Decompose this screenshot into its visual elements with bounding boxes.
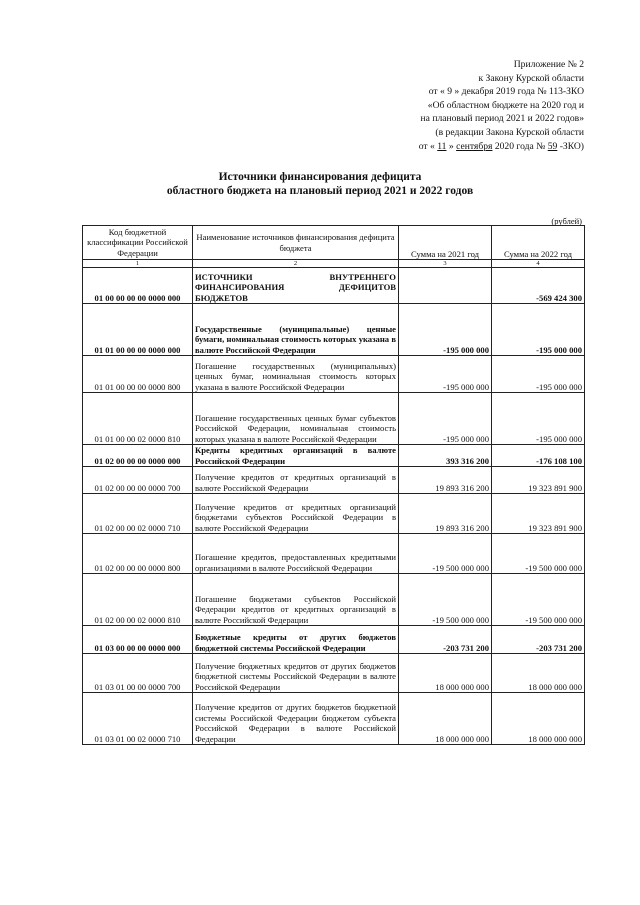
- row-sum-2021: -19 500 000 000: [399, 574, 492, 626]
- annex-line: Приложение № 2: [513, 59, 584, 70]
- row-sum-2022: -19 500 000 000: [492, 534, 585, 574]
- row-sum-2022: 19 323 891 900: [492, 494, 585, 534]
- row-name: ИСТОЧНИКИ ВНУТРЕННЕГО ФИНАНСИРОВАНИЯ ДЕФИЦИТОВ БЮДЖЕТОВ: [193, 268, 399, 304]
- row-code: 01 03 00 00 00 0000 000: [83, 626, 193, 654]
- annex-line: (в редакции Закона Курской области: [435, 126, 584, 138]
- row-code: 01 02 00 00 00 0000 800: [83, 534, 193, 574]
- edition-mid2: 2020 года №: [492, 140, 548, 152]
- row-sum-2022: -203 731 200: [492, 626, 585, 654]
- row-code: 01 02 00 00 02 0000 710: [83, 494, 193, 534]
- table-row: [83, 693, 585, 745]
- row-code: 01 01 00 00 00 0000 000: [83, 304, 193, 356]
- col-header-code: Код бюджетной классификации Российской Федерации: [83, 226, 193, 260]
- row-sum-2021: -19 500 000 000: [399, 534, 492, 574]
- table-row: [83, 304, 585, 356]
- row-sum-2021: 18 000 000 000: [399, 693, 492, 745]
- col-header-2021: Сумма на 2021 год: [399, 226, 492, 260]
- row-name: Погашение кредитов, предоставленных кредитными организациями в валюте Российской Федерации: [193, 534, 399, 574]
- row-sum-2022: -19 500 000 000: [492, 574, 585, 626]
- row-name: Получение кредитов от кредитных организаций бюджетами субъектов Российской Федерации в валюте Российской Федерации: [193, 494, 399, 534]
- annex-line: от « 9 » декабря 2019 года № 113-ЗКО: [428, 86, 584, 98]
- row-sum-2022: -195 000 000: [492, 356, 585, 393]
- col-index: 1: [83, 260, 193, 268]
- row-sum-2021: -195 000 000: [399, 393, 492, 445]
- col-index: 2: [193, 260, 399, 268]
- row-code: 01 01 00 00 00 0000 800: [83, 356, 193, 393]
- row-code: 01 02 00 00 02 0000 810: [83, 574, 193, 626]
- row-sum-2021: -195 000 000: [399, 356, 492, 393]
- row-sum-2021: 19 893 316 200: [399, 494, 492, 534]
- row-name: Получение бюджетных кредитов от других бюджетов бюджетной системы Российской Федерации в валюте Российской Федерации: [193, 654, 399, 693]
- row-code: 01 00 00 00 00 0000 000: [83, 268, 193, 304]
- table-row: [83, 445, 585, 467]
- edition-line: [369, 140, 584, 154]
- unit-label: (рублей): [551, 216, 582, 226]
- row-sum-2021: -203 731 200: [399, 626, 492, 654]
- row-name: Погашение бюджетами субъектов Российской Федерации кредитов от кредитных организаций в валюте Российской Федерации: [193, 574, 399, 626]
- row-code: 01 03 01 00 00 0000 700: [83, 654, 193, 693]
- table-row: [83, 268, 585, 304]
- row-sum-2022: 19 323 891 900: [492, 467, 585, 494]
- table-row: [83, 393, 585, 445]
- table-row: [83, 467, 585, 494]
- annex-line: к Закону Курской области: [478, 72, 584, 84]
- annex-block: [369, 58, 584, 153]
- row-code: 01 02 00 00 00 0000 000: [83, 445, 193, 467]
- col-index: 4: [492, 260, 585, 268]
- row-sum-2022: -176 108 100: [492, 445, 585, 467]
- row-sum-2022: -195 000 000: [492, 393, 585, 445]
- row-name: Получение кредитов от других бюджетов бюджетной системы Российской Федерации бюджетом субъекта Российской Федерации в валюте Российской Федерации: [193, 693, 399, 745]
- row-name: Получение кредитов от кредитных организаций в валюте Российской Федерации: [193, 467, 399, 494]
- edition-month: сентября: [456, 140, 493, 152]
- document-title: [0, 170, 640, 198]
- edition-day: 11: [437, 140, 447, 152]
- edition-prefix: от «: [418, 140, 438, 152]
- row-sum-2021: [399, 268, 492, 304]
- sources-table: [82, 225, 585, 745]
- row-name: Кредиты кредитных организаций в валюте Российской Федерации: [193, 445, 399, 467]
- row-name: Погашение государственных (муниципальных) ценных бумаг, номинальная стоимость которых указана в валюте Российской Федерации: [193, 356, 399, 393]
- row-code: 01 03 01 00 02 0000 710: [83, 693, 193, 745]
- header-row: [83, 226, 585, 260]
- col-header-name: Наименование источников финансирования дефицита бюджета: [193, 226, 399, 260]
- index-row: [83, 260, 585, 268]
- row-code: 01 01 00 00 02 0000 810: [83, 393, 193, 445]
- edition-mid: »: [446, 140, 457, 152]
- row-sum-2022: 18 000 000 000: [492, 654, 585, 693]
- row-sum-2021: -195 000 000: [399, 304, 492, 356]
- title-line-2: областного бюджета на плановый период 2021 и 2022 годов: [166, 185, 474, 197]
- row-sum-2022: 18 000 000 000: [492, 693, 585, 745]
- row-name: Бюджетные кредиты от других бюджетов бюджетной системы Российской Федерации: [193, 626, 399, 654]
- row-sum-2021: 19 893 316 200: [399, 467, 492, 494]
- table-row: [83, 654, 585, 693]
- row-sum-2021: 18 000 000 000: [399, 654, 492, 693]
- annex-line: на плановый период 2021 и 2022 годов»: [420, 113, 584, 125]
- annex-line: «Об областном бюджете на 2020 год и: [427, 99, 584, 111]
- col-index: 3: [399, 260, 492, 268]
- row-sum-2021: 393 316 200: [399, 445, 492, 467]
- table-row: [83, 534, 585, 574]
- row-name: Государственные (муниципальные) ценные бумаги, номинальная стоимость которых указана в валюте Российской Федерации: [193, 304, 399, 356]
- row-code: 01 02 00 00 00 0000 700: [83, 467, 193, 494]
- edition-number: 59: [547, 140, 558, 152]
- col-header-2022: Сумма на 2022 год: [492, 226, 585, 260]
- row-sum-2022: -569 424 300: [492, 268, 585, 304]
- table-row: [83, 356, 585, 393]
- table-row: [83, 626, 585, 654]
- table-row: [83, 574, 585, 626]
- row-sum-2022: -195 000 000: [492, 304, 585, 356]
- table-row: [83, 494, 585, 534]
- row-name: Погашение государственных ценных бумаг субъектов Российской Федерации, номинальная стоимость которых указана в валюте Российской Федерации: [193, 393, 399, 445]
- title-line-1: Источники финансирования дефицита: [218, 171, 422, 183]
- edition-suffix: -ЗКО): [557, 140, 584, 152]
